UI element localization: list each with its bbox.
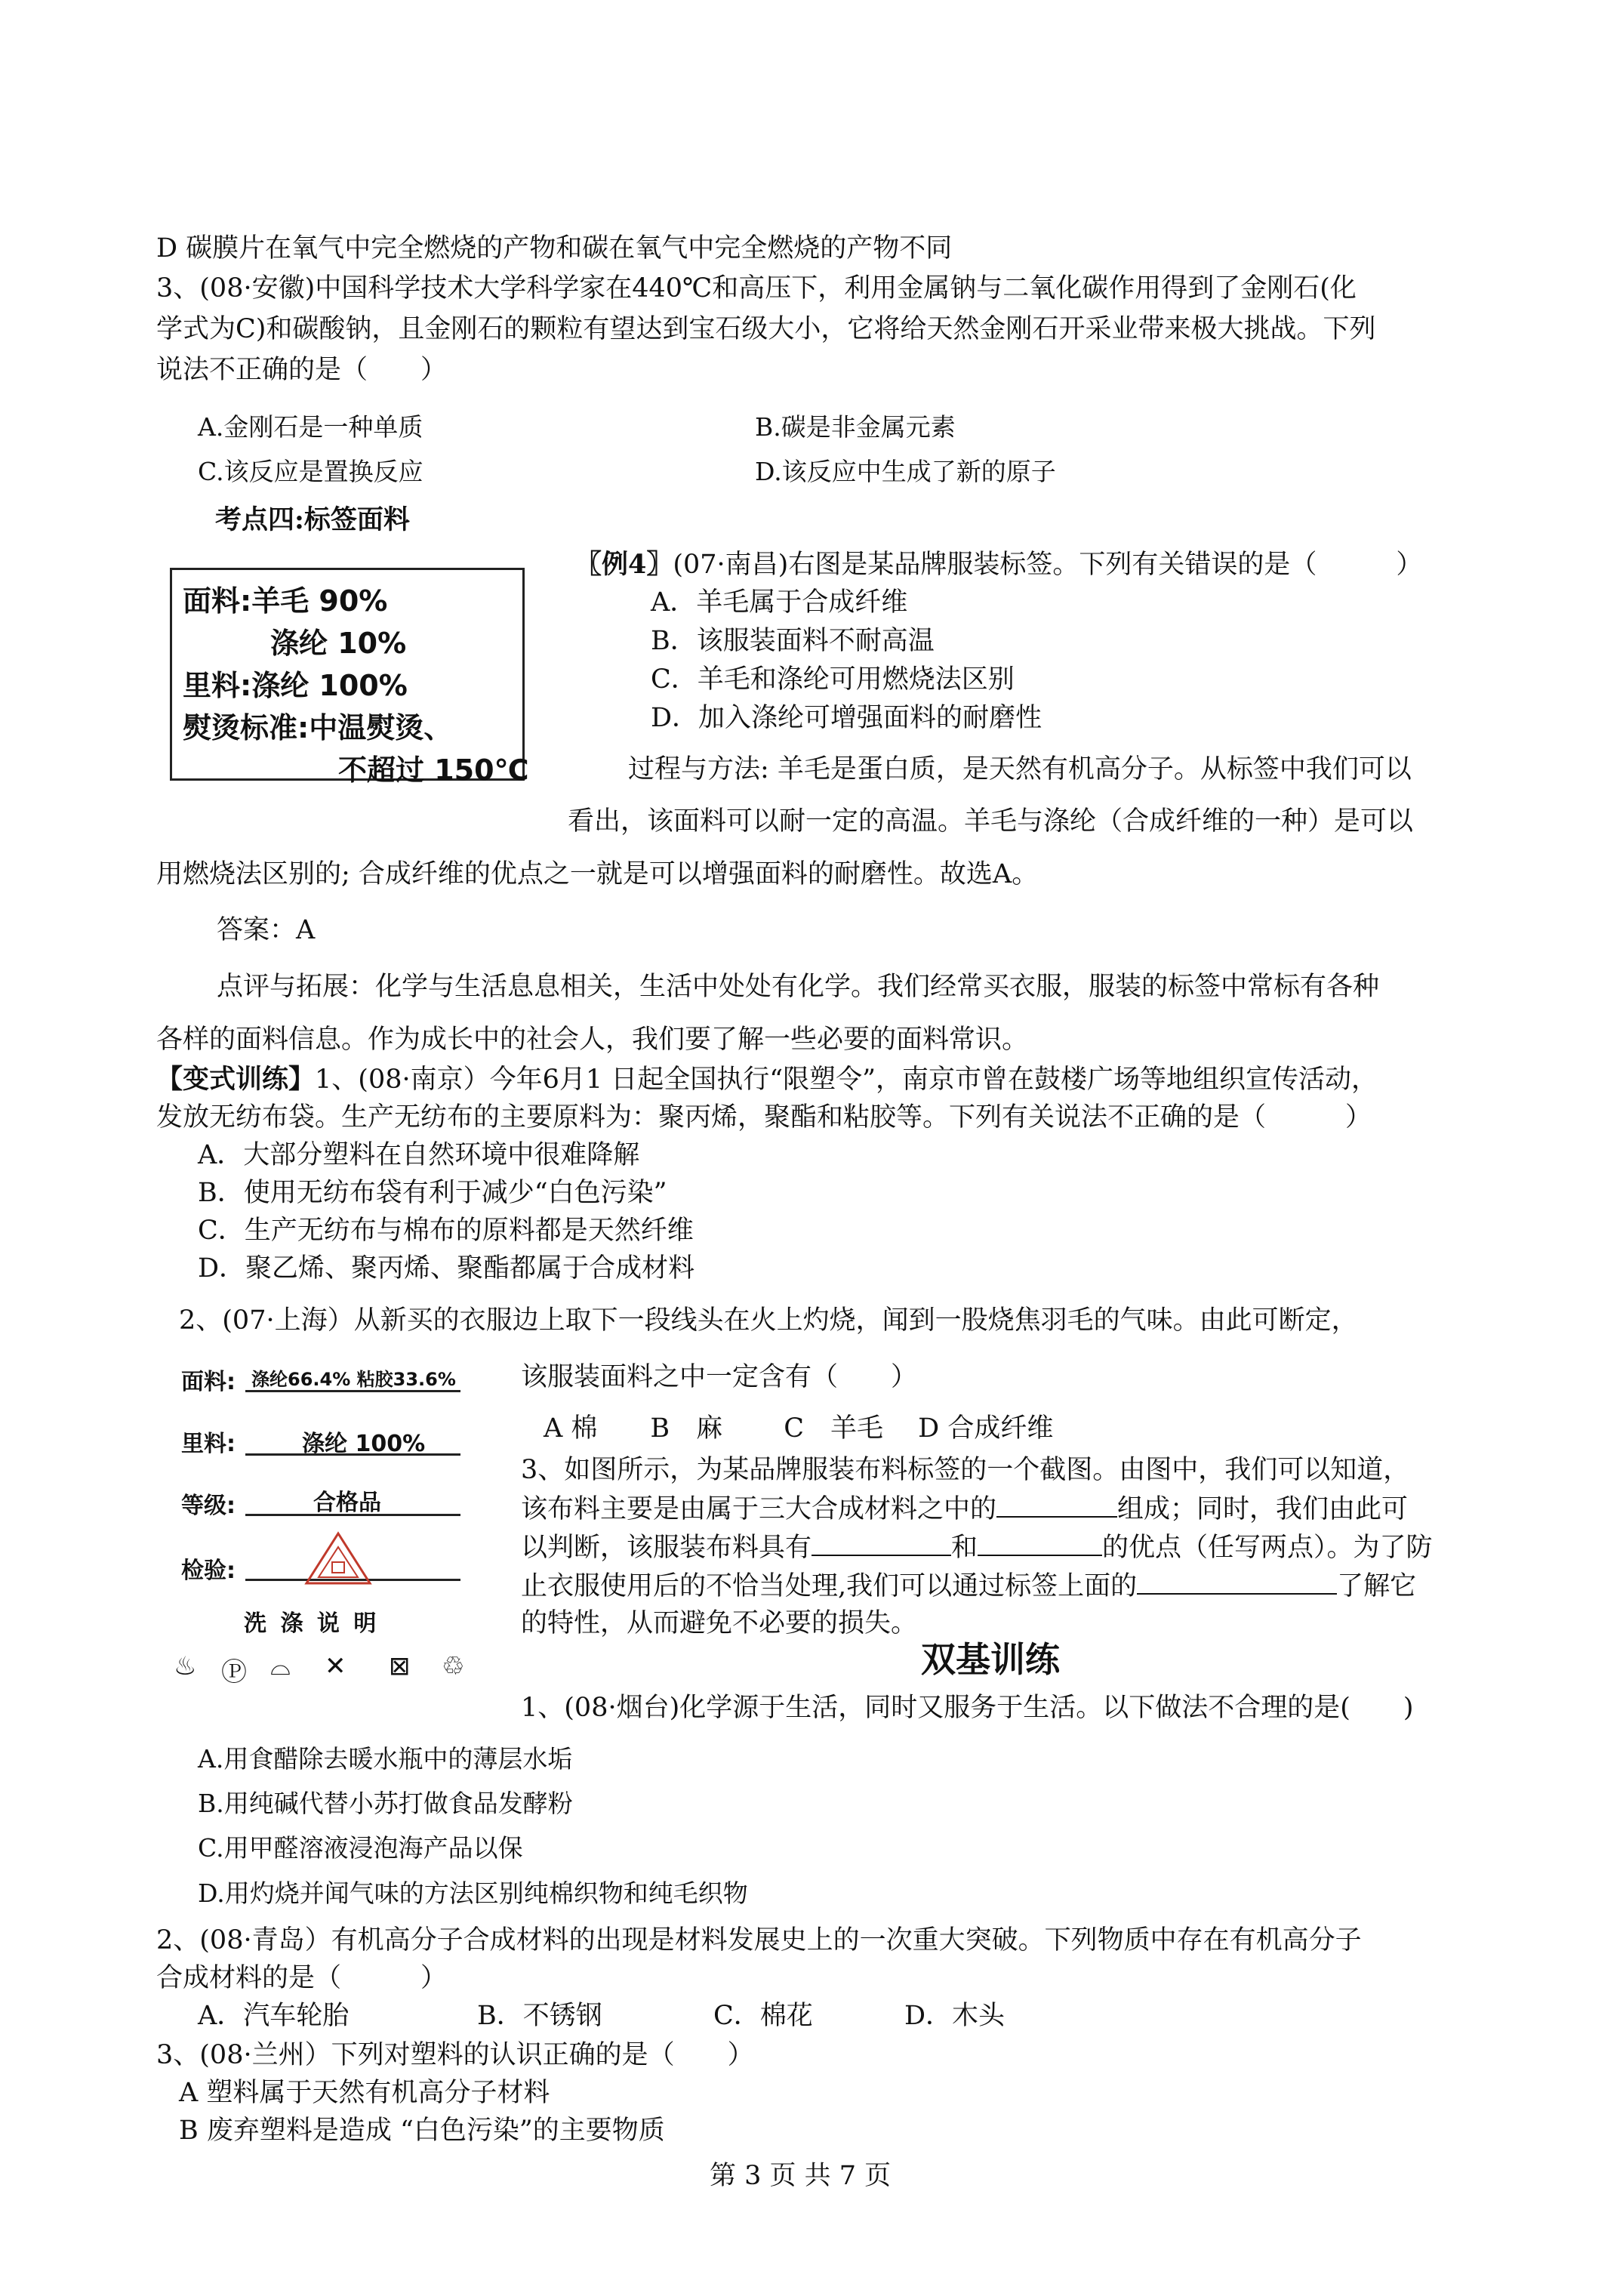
process-text-3: 用燃烧法区别的; 合成纤维的优点之一就是可以增强面料的耐磨性。故选A。 (156, 859, 1039, 889)
fabric-label-image (170, 1348, 525, 1695)
question-3b-line-5: 的特性，从而避免不必要的损失。 (521, 1608, 918, 1638)
basic-q1-option-b: B.用纯碱代替小苏打做食品发酵粉 (198, 1789, 573, 1818)
blank-merit-2[interactable] (978, 1530, 1102, 1556)
question-3b-line-4: 止衣服使用后的不恰当处理,我们可以通过标签上面的 了解它 (521, 1569, 1416, 1603)
section-title: 考点四:标签面料 (215, 504, 410, 535)
iron-icon: ⌓ (270, 1651, 291, 1681)
label-ironing: 熨烫标准:中温熨烫、 (183, 711, 453, 744)
option-d: D.该反应中生成了新的原子 (755, 457, 1056, 486)
variant-option-a: A．大部分塑料在自然环境中很难降解 (198, 1140, 640, 1170)
option-a: A.金刚石是一种单质 (198, 412, 423, 442)
question-2-stem-2: 该服装面料之中一定含有（ ） (521, 1362, 918, 1392)
label2-fabric-value: 涤纶66.4% 粘胶33.6% (251, 1369, 456, 1390)
inspection-stamp-icon (302, 1529, 374, 1588)
label-fabric-wool: 面料:羊毛 90% (183, 584, 388, 618)
label2-grade-value: 合格品 (313, 1490, 381, 1516)
variant-option-b: B．使用无纺布袋有利于减少“白色污染” (198, 1178, 667, 1208)
label2-fabric-line (245, 1390, 460, 1392)
example-4-option-c: C．羊毛和涤纶可用燃烧法区别 (651, 664, 1015, 695)
basic-q3-stem: 3、(08·兰州）下列对塑料的认识正确的是（ ） (156, 2040, 754, 2070)
no-bleach-icon: ✕ (325, 1651, 346, 1681)
option-d-line: D 碳膜片在氧气中完全燃烧的产物和碳在氧气中完全燃烧的产物不同 (156, 233, 953, 264)
answer: 答案：A (217, 915, 316, 945)
basic-q3-option-a: A 塑料属于天然有机高分子材料 (179, 2078, 550, 2108)
basic-q1-stem: 1、(08·烟台)化学源于生活，同时又服务于生活。以下做法不合理的是( ) (521, 1693, 1414, 1723)
basic-q2-option-c: C．棉花 (713, 2001, 813, 2031)
no-wring-icon: ♲ (442, 1651, 465, 1681)
comment-text-2: 各样的面料信息。作为成长中的社会人，我们要了解一些必要的面料常识。 (156, 1025, 1029, 1055)
variant-option-c: C．生产无纺布与棉布的原料都是天然纤维 (198, 1216, 694, 1246)
question-3b-line-3: 以判断，该服装布料具有 和 的优点（任写两点）。为了防 (521, 1530, 1433, 1564)
example-4-option-a: A．羊毛属于合成纤维 (651, 587, 908, 618)
variant-option-d: D．聚乙烯、聚丙烯、聚酯都属于合成材料 (198, 1253, 695, 1284)
blank-label-item[interactable] (1137, 1569, 1337, 1595)
process-text-1: 过程与方法: 羊毛是蛋白质，是天然有机高分子。从标签中我们可以 (628, 754, 1412, 784)
label2-wash-instructions: 洗 涤 说 明 (244, 1610, 380, 1637)
option-c: C.该反应是置换反应 (198, 457, 423, 486)
question-3b-stem: 3、如图所示，为某品牌服装布料标签的一个截图。由图中，我们可以知道， (521, 1455, 1410, 1485)
question-3-text-3: 说法不正确的是（ ） (156, 355, 448, 385)
process-text-2: 看出，该面料可以耐一定的高温。羊毛与涤纶（合成纤维的一种）是可以 (568, 806, 1414, 837)
basic-q2-option-a: A．汽车轮胎 (198, 2001, 350, 2031)
label2-lining-key: 里料: (181, 1431, 236, 1457)
question-2-options: A 棉 B 麻 C 羊毛 D 合成纤维 (544, 1413, 1054, 1444)
dry-clean-p-icon: Ⓟ (221, 1657, 247, 1687)
example-4-option-b: B．该服装面料不耐高温 (651, 626, 935, 656)
basic-q2-option-b: B．不锈钢 (477, 2001, 602, 2031)
basic-q2-stem: 2、(08·青岛）有机高分子合成材料的出现是材料发展史上的一次重大突破。下列物质中存在有机高分子 (156, 1925, 1362, 1955)
label2-fabric-key: 面料: (181, 1369, 236, 1395)
label2-inspect-key: 检验: (181, 1558, 236, 1584)
basic-q1-option-a: A.用食醋除去暖水瓶中的薄层水垢 (198, 1744, 573, 1774)
basic-q1-option-c: C.用甲醛溶液浸泡海产品以保 (198, 1833, 523, 1863)
label2-grade-line (245, 1514, 460, 1516)
basic-q2-stem-2: 合成材料的是（ ） (156, 1963, 448, 1993)
basic-q1-option-d: D.用灼烧并闻气味的方法区别纯棉织物和纯毛织物 (198, 1878, 748, 1908)
question-2-stem: 2、(07·上海）从新买的衣服边上取下一段线头在火上灼烧，闻到一股烧焦羽毛的气味。由此可断定， (179, 1305, 1358, 1336)
blank-material[interactable] (996, 1492, 1117, 1518)
basic-q2-option-d: D．木头 (904, 2001, 1006, 2031)
page-footer: 第 3 页 共 7 页 (710, 2161, 892, 2191)
label2-lining-line (245, 1453, 460, 1456)
wash-tub-icon: ♨ (174, 1651, 197, 1681)
basic-q3-option-b: B 废弃塑料是造成 “白色污染”的主要物质 (179, 2116, 665, 2146)
blank-merit-1[interactable] (812, 1530, 951, 1556)
label2-grade-key: 等级: (181, 1493, 236, 1519)
label-fabric-polyester: 涤纶 10% (270, 627, 407, 660)
example-4-stem: 〖例4〗(07·南昌)右图是某品牌服装标签。下列有关错误的是（ ） (575, 549, 1423, 580)
example-4-option-d: D．加入涤纶可增强面料的耐磨性 (651, 703, 1042, 733)
question-3b-line-2: 该布料主要是由属于三大合成材料之中的 组成；同时，我们由此可 (521, 1492, 1408, 1526)
label-ironing-temp: 不超过 150℃ (338, 754, 529, 787)
question-3-text: 3、(08·安徽)中国科学技术大学科学家在440℃和高压下，利用金属钠与二氧化碳作用得到了金刚石(化 (156, 273, 1357, 304)
section-heading: 双基训练 (921, 1639, 1060, 1680)
label2-lining-value: 涤纶 100% (302, 1431, 426, 1457)
clothing-label-box (170, 568, 529, 787)
variant-q1-stem-2: 发放无纺布袋。生产无纺布的主要原料为：聚丙烯，聚酯和粘胶等。下列有关说法不正确的是（ ） (156, 1102, 1372, 1133)
no-tumble-icon: ⊠ (389, 1651, 411, 1681)
variant-q1-stem: 【变式训练】1、(08·南京）今年6月1 日起全国执行“限塑令”，南京市曾在鼓楼广场等地组织宣传活动， (156, 1064, 1378, 1095)
question-3-text-2: 学式为C)和碳酸钠，且金刚石的颗粒有望达到宝石级大小，它将给天然金刚石开采业带来极大挑战。下列 (156, 314, 1376, 344)
option-b: B.碳是非金属元素 (755, 412, 956, 442)
label-lining: 里料:涤纶 100% (183, 669, 408, 702)
comment-text-1: 点评与拓展：化学与生活息息相关，生活中处处有化学。我们经常买衣服，服装的标签中常标有各种 (217, 972, 1380, 1002)
